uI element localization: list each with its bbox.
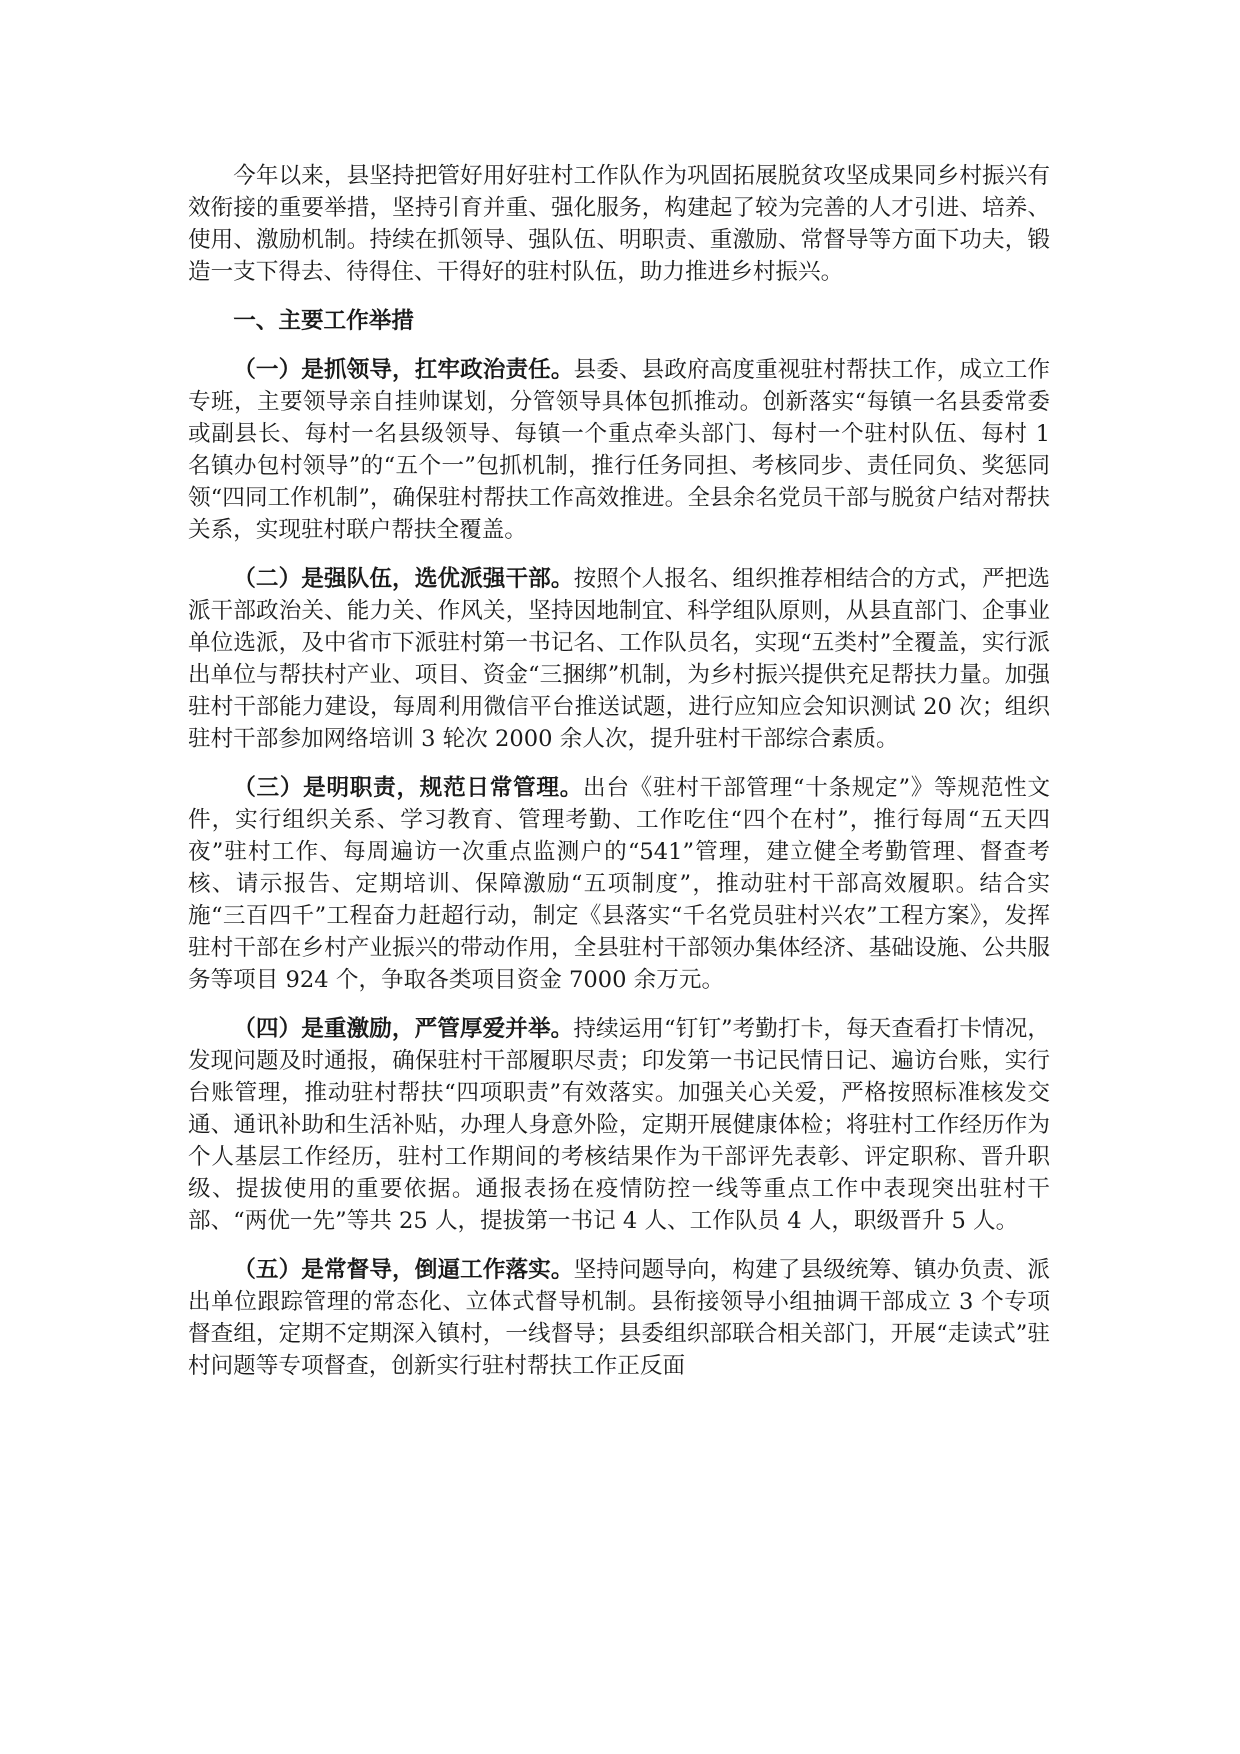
measure-paragraph-4 xyxy=(188,1013,1050,1237)
paragraph-body: 出台《驻村干部管理“十条规定”》等规范性文件，实行组织关系、学习教育、管理考勤、工作吃住“四个在村”，推行每周“五天四夜”驻村工作、每周遍访一次重点监测户的“541”管理，建立健全考勤管理、督查考核、请示报告、定期培训、保障激励“五项制度”，推动驻村干部高效履职。结合实施“三百四千”工程奋力赶超行动，制定《县落实“千名党员驻村兴农”工程方案》，发挥驻村干部在乡村产业振兴的带动作用，全县驻村干部领办集体经济、基础设施、公共服务等项目 924 个，争取各类项目资金 7000 余万元。 xyxy=(188,775,1050,993)
paragraph-lead: （二）是强队伍，选优派强干部。 xyxy=(233,566,574,592)
paragraph-lead: （三）是明职责，规范日常管理。 xyxy=(233,775,584,801)
measure-paragraph-3 xyxy=(188,772,1050,996)
measure-paragraph-5 xyxy=(188,1254,1050,1382)
measure-paragraph-2 xyxy=(188,563,1050,755)
paragraph-body: 持续运用“钉钉”考勤打卡，每天查看打卡情况，发现问题及时通报，确保驻村干部履职尽责；印发第一书记民情日记、遍访台账，实行台账管理，推动驻村帮扶“四项职责”有效落实。加强关心关爱，严格按照标准核发交通、通讯补助和生活补贴，办理人身意外险，定期开展健康体检；将驻村工作经历作为个人基层工作经历，驻村工作期间的考核结果作为干部评先表彰、评定职称、晋升职级、提拔使用的重要依据。通报表扬在疫情防控一线等重点工作中表现突出驻村干部、“两优一先”等共 25 人，提拔第一书记 4 人、工作队员 4 人，职级晋升 5 人。 xyxy=(188,1016,1050,1234)
document-body xyxy=(188,160,1050,1399)
intro-paragraph: 今年以来，县坚持把管好用好驻村工作队作为巩固拓展脱贫攻坚成果同乡村振兴有效衔接的重要举措，坚持引育并重、强化服务，构建起了较为完善的人才引进、培养、使用、激励机制。持续在抓领导、强队伍、明职责、重激励、常督导等方面下功夫，锻造一支下得去、待得住、干得好的驻村队伍，助力推进乡村振兴。 xyxy=(188,163,1050,285)
paragraph-lead: （一）是抓领导，扛牢政治责任。 xyxy=(233,357,574,383)
paragraph-body: 县委、县政府高度重视驻村帮扶工作，成立工作专班，主要领导亲自挂帅谋划，分管领导具体包抓推动。创新落实“每镇一名县委常委或副县长、每村一名县级领导、每镇一个重点牵头部门、每村一个驻村队伍、每村 1 名镇办包村领导”的“五个一”包抓机制，推行任务同担、考核同步、责任同负、奖惩同领“四同工作机制”，确保驻村帮扶工作高效推进。全县余名党员干部与脱贫户结对帮扶关系，实现驻村联户帮扶全覆盖。 xyxy=(188,357,1051,543)
paragraph-body: 按照个人报名、组织推荐相结合的方式，严把选派干部政治关、能力关、作风关，坚持因地制宜、科学组队原则，从县直部门、企事业单位选派，及中省市下派驻村第一书记名、工作队员名，实现“五类村”全覆盖，实行派出单位与帮扶村产业、项目、资金“三捆绑”机制，为乡村振兴提供充足帮扶力量。加强驻村干部能力建设，每周利用微信平台推送试题，进行应知应会知识测试 20 次；组织驻村干部参加网络培训 3 轮次 2000 余人次，提升驻村干部综合素质。 xyxy=(188,566,1051,752)
measure-paragraph-1 xyxy=(188,354,1050,546)
paragraph-lead: （四）是重激励，严管厚爱并举。 xyxy=(233,1016,574,1042)
section-heading: 一、主要工作举措 xyxy=(233,308,414,334)
paragraph-body: 坚持问题导向，构建了县级统筹、镇办负责、派出单位跟踪管理的常态化、立体式督导机制。县衔接领导小组抽调干部成立 3 个专项督查组，定期不定期深入镇村，一线督导；县委组织部联合相关部门，开展“走读式”驻村问题等专项督查，创新实行驻村帮扶工作正反面 xyxy=(188,1257,1051,1379)
paragraph-lead: （五）是常督导，倒逼工作落实。 xyxy=(233,1257,574,1283)
